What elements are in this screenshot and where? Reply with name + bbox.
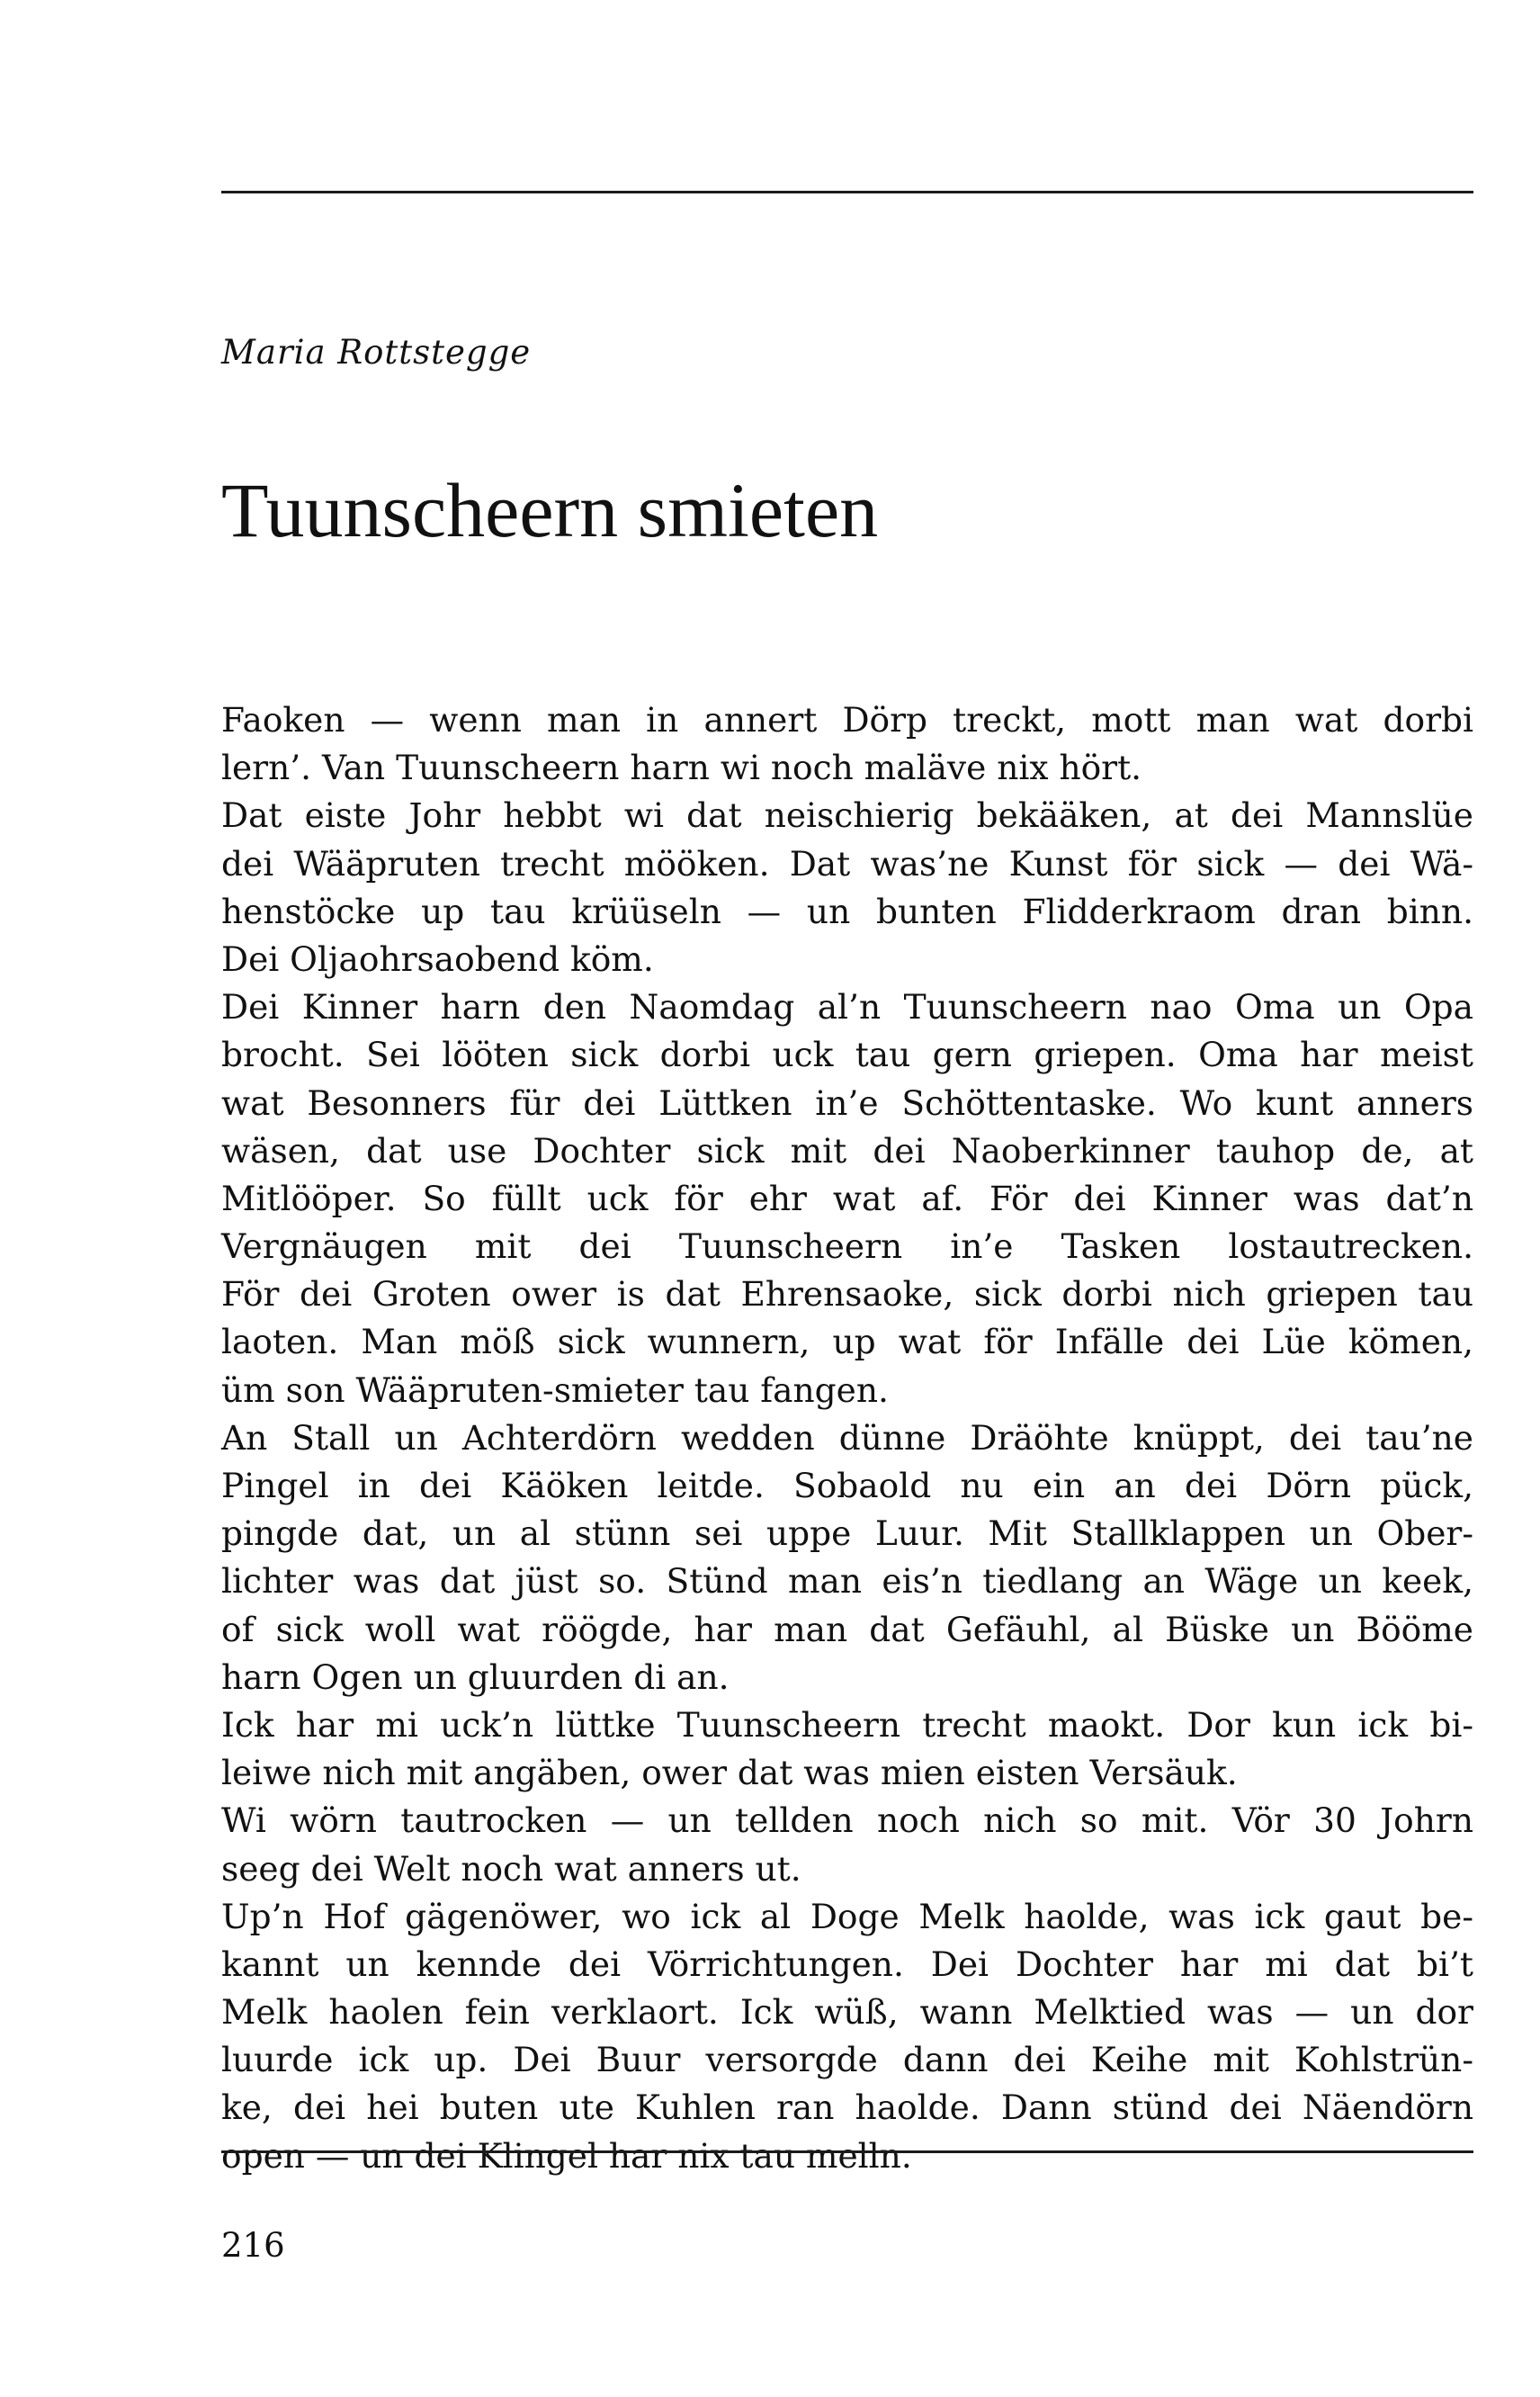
- text-line: Melk haolen fein verklaort. Ick wüß, wann Melktied was — un dor: [221, 1992, 1473, 2033]
- text-line: Up’n Hof gägenöwer, wo ick al Doge Melk haolde, was ick gaut be-: [221, 1896, 1473, 1936]
- text-line: lichter was dat jüst so. Stünd man eis’n tiedlang an Wäge un keek,: [221, 1561, 1473, 1602]
- text-line: Vergnäugen mit dei Tuunscheern in’e Tasken lostautrecken.: [221, 1226, 1473, 1267]
- text-line: leiwe nich mit angäben, ower dat was mien eisten Versäuk.: [221, 1753, 1238, 1793]
- text-line: Ick har mi uck’n lüttke Tuunscheern trecht maokt. Dor kun ick bi-: [221, 1704, 1473, 1745]
- text-line: Pingel in dei Käöken leitde. Sobaold nu ein an dei Dörn pück,: [221, 1466, 1473, 1505]
- text-line: Mitlööper. So füllt uck för ehr wat af. För dei Kinner was dat’n: [221, 1178, 1473, 1218]
- text-line: dei Wääpruten trecht mööken. Dat was’ne Kunst för sick — dei Wä-: [221, 843, 1473, 884]
- text-line: Dat eiste Johr hebbt wi dat neischierig bekääken, at dei Mannslüe: [221, 795, 1473, 836]
- text-line: pingde dat, un al stünn sei uppe Luur. Mit Stallklappen un Ober-: [221, 1513, 1473, 1554]
- text-line: harn Ogen un gluurden di an.: [221, 1656, 730, 1697]
- text-line: För dei Groten ower is dat Ehrensaoke, sick dorbi nich griepen tau: [221, 1274, 1473, 1315]
- page-number: 216: [221, 2226, 285, 2265]
- text-line: open — un dei Klingel har nix tau melln.: [221, 2135, 912, 2176]
- text-line: henstöcke up tau krüüseln — un bunten Flidderkraom dran binn.: [221, 891, 1473, 931]
- text-line: Faoken — wenn man in annert Dörp treckt, mott man wat dorbi: [221, 700, 1473, 740]
- text-line: kannt un kennde dei Vörrichtungen. Dei Dochter har mi dat bi’t: [221, 1944, 1473, 1984]
- text-line: wat Besonners für dei Lüttken in’e Schöttentaske. Wo kunt anners: [221, 1082, 1473, 1123]
- text-line: brocht. Sei lööten sick dorbi uck tau gern griepen. Oma har meist: [221, 1035, 1473, 1075]
- body-text: [221, 696, 1473, 2180]
- text-line: üm son Wääpruten-smieter tau fangen.: [221, 1369, 889, 1410]
- text-line: laoten. Man möß sick wunnern, up wat för Infälle dei Lüe kömen,: [221, 1322, 1473, 1362]
- text-line: seeg dei Welt noch wat anners ut.: [221, 1848, 801, 1889]
- text-line: Wi wörn tautrocken — un tellden noch nich so mit. Vör 30 Johrn: [221, 1800, 1473, 1841]
- text-line: Dei Kinner harn den Naomdag al’n Tuunscheern nao Oma un Opa: [221, 987, 1473, 1028]
- text-line: of sick woll wat röögde, har man dat Gefäuhl, al Büske un Bööme: [221, 1609, 1473, 1649]
- text-line: lern’. Van Tuunscheern harn wi noch maläve nix hört.: [221, 748, 1142, 788]
- bottom-rule: [221, 2150, 1473, 2153]
- page-title: Tuunscheern smieten: [221, 467, 879, 553]
- text-line: luurde ick up. Dei Buur versorgde dann dei Keihe mit Kohlstrün-: [221, 2040, 1473, 2080]
- text-line: Dei Oljaohrsaobend köm.: [221, 938, 654, 979]
- top-rule: [221, 191, 1473, 193]
- text-line: ke, dei hei buten ute Kuhlen ran haolde. Dann stünd dei Näendörn: [221, 2087, 1473, 2128]
- author-name: Maria Rottstegge: [221, 333, 532, 372]
- text-line: An Stall un Achterdörn wedden dünne Dräöhte knüppt, dei tau’ne: [221, 1417, 1473, 1458]
- text-line: wäsen, dat use Dochter sick mit dei Naoberkinner tauhop de, at: [221, 1130, 1473, 1171]
